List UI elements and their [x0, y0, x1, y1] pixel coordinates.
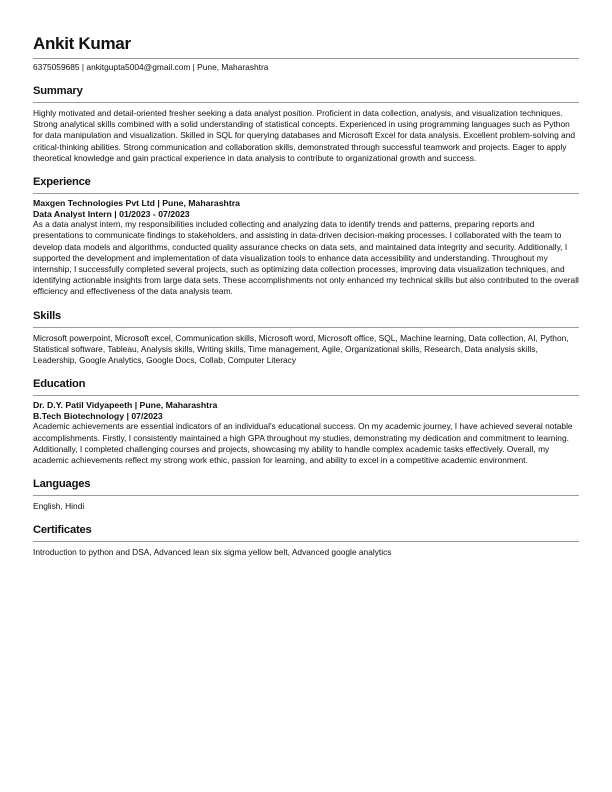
experience-divider: [33, 193, 579, 194]
certificates-heading: Certificates: [33, 524, 92, 537]
languages-divider: [33, 495, 579, 496]
summary-heading: Summary: [33, 85, 83, 97]
experience-role: Data Analyst Intern | 01/2023 - 07/2023: [33, 208, 190, 219]
education-heading: Education: [33, 378, 86, 391]
certificates-text: Introduction to python and DSA, Advanced lean six sigma yellow belt, Advanced google analytics: [33, 547, 392, 558]
resume-page: [33, 34, 579, 559]
experience-heading: Experience: [33, 176, 91, 189]
experience-company: Maxgen Technologies Pvt Ltd | Pune, Maharashtra: [33, 198, 240, 209]
certificates-divider: [33, 541, 579, 542]
skills-text: Microsoft powerpoint, Microsoft excel, Communication skills, Microsoft word, Microsoft office, SQL, Machine learning, Data collection, AI, Python, Statistical software, Tableau, Analysis skills, Writing skills, Time management, Agile, Organizational skills, Research, Data analysis skills, Leadership, Google Analytics, Google Docs, Collab, Computer Literacy: [33, 332, 569, 366]
contact-line: 6375059685 | ankitgupta5004@gmail.com | Pune, Maharashtra: [33, 62, 269, 72]
languages-text: English, Hindi: [33, 501, 85, 512]
education-divider: [33, 395, 579, 396]
skills-heading: Skills: [33, 309, 62, 322]
header-divider: [33, 58, 579, 59]
skills-divider: [33, 327, 579, 328]
candidate-name: Ankit Kumar: [33, 34, 131, 53]
summary-text: Highly motivated and detail-oriented fresher seeking a data analyst position. Proficient in data collection, analysis, and visualization techniques. Strong analytical skills combined with a solid understanding of statistical concepts. Experienced in using programming languages such as Python for data manipulation and visualization. Skilled in SQL for querying databases and Microsoft Excel for data analysis. Excellent problem-solving and critical-thinking abilities. Strong communication and collaboration skills, demonstrated through successful teamwork and projects. Eager to apply theoretical knowledge and gain practical experience in data analysis to contribute to organizational growth and success.: [33, 108, 576, 163]
education-description: Academic achievements are essential indicators of an individual's educational success. On my academic journey, I have achieved several notable accomplishments. Firstly, I consistently maintained a high GPA throughout my studies, demonstrating my dedication and commitment to learning. Additionally, I completed challenging courses and projects, showcasing my ability to handle complex academic tasks effectively. Overall, my academic achievements reflect my strong work ethic, passion for learning, and ability to excel in a competitive academic environment.: [33, 421, 573, 466]
experience-description: As a data analyst intern, my responsibilities included collecting and analyzing data to identify trends and patterns, preparing reports and presentations to communicate findings to stakeholders, and assisting in data-driven decision-making processes. I collaborated with the team to develop data models and algorithms, conducted quality assurance checks on data sets, and maintained data integrity and security. Additionally, I supported the development and implementation of data visualization tools to enhance data accessibility and understanding. Throughout my internship, I successfully completed several projects, such as optimizing data collection processes, improving data visualization techniques, and identifying actionable insights from large data sets. These accomplishments not only enhanced my technical skills but also contributed to the overall efficiency and effectiveness of the data analysis team.: [33, 219, 579, 297]
languages-heading: Languages: [33, 478, 91, 491]
education-institution: Dr. D.Y. Patil Vidyapeeth | Pune, Maharashtra: [33, 400, 218, 411]
summary-divider: [33, 102, 579, 103]
education-degree: B.Tech Biotechnology | 07/2023: [33, 410, 163, 421]
